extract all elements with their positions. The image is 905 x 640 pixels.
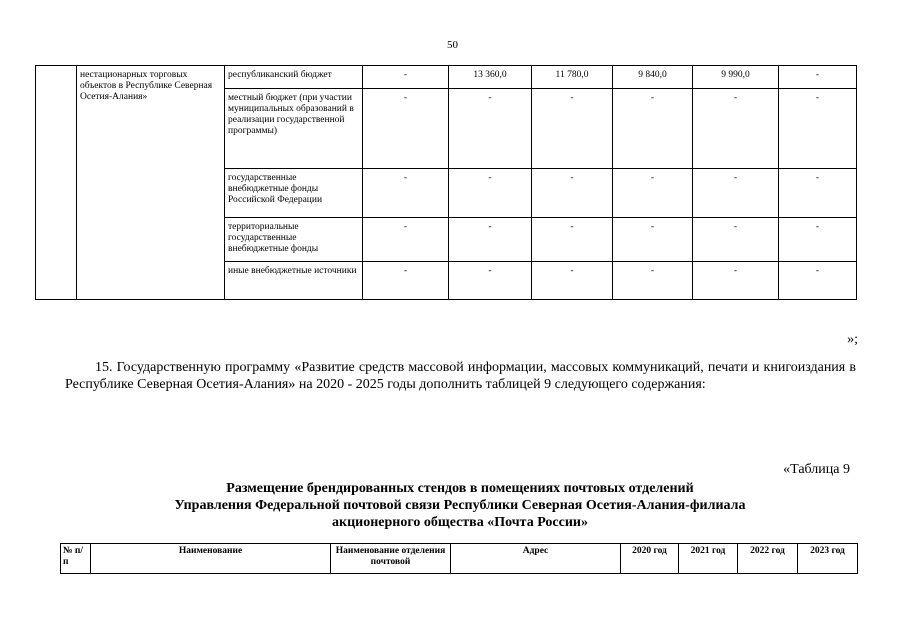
header-cell-number: № п/п xyxy=(61,544,91,574)
value-cell: - xyxy=(449,89,532,169)
table-header-row xyxy=(61,544,858,574)
value-cell: - xyxy=(532,89,613,169)
value-cell: - xyxy=(363,66,449,89)
value-cell: - xyxy=(779,89,857,169)
value-cell: 9 840,0 xyxy=(613,66,693,89)
table-title-line: Управления Федеральной почтовой связи Республики Северная Осетия-Алания-филиала xyxy=(174,498,746,513)
value-cell: - xyxy=(363,218,449,262)
value-cell: - xyxy=(449,218,532,262)
value-cell: - xyxy=(363,262,449,300)
table-row xyxy=(36,66,857,89)
value-cell: - xyxy=(449,262,532,300)
value-cell: 9 990,0 xyxy=(693,66,779,89)
budget-table xyxy=(35,65,857,300)
header-cell-address: Адрес xyxy=(451,544,621,574)
stands-table xyxy=(60,543,858,574)
value-cell: 11 780,0 xyxy=(532,66,613,89)
header-cell-2020: 2020 год xyxy=(621,544,679,574)
header-cell-2021: 2021 год xyxy=(679,544,738,574)
closing-quote-mark: »; xyxy=(847,332,858,347)
table-title-line: акционерного общества «Почта России» xyxy=(332,515,588,530)
value-cell: - xyxy=(693,218,779,262)
value-cell: - xyxy=(779,262,857,300)
value-cell: - xyxy=(613,89,693,169)
value-cell: 13 360,0 xyxy=(449,66,532,89)
value-cell: - xyxy=(779,169,857,218)
funding-source-cell: государственные внебюджетные фонды Российской Федерации xyxy=(225,169,363,218)
header-cell-name: Наименование xyxy=(91,544,331,574)
value-cell: - xyxy=(779,218,857,262)
value-cell: - xyxy=(532,262,613,300)
table-label: «Таблица 9 xyxy=(783,462,850,477)
value-cell: - xyxy=(779,66,857,89)
funding-source-cell: республиканский бюджет xyxy=(225,66,363,89)
value-cell: - xyxy=(613,169,693,218)
value-cell: - xyxy=(613,262,693,300)
value-cell: - xyxy=(363,169,449,218)
value-cell: - xyxy=(613,218,693,262)
empty-number-cell xyxy=(36,66,77,300)
value-cell: - xyxy=(532,218,613,262)
header-cell-post-office: Наименование отделения почтовой xyxy=(331,544,451,574)
table-title-line: Размещение брендированных стендов в помещениях почтовых отделений xyxy=(226,481,694,496)
value-cell: - xyxy=(532,169,613,218)
paragraph-text: 15. Государственную программу «Развитие средств массовой информации, массовых коммуникаций, печати и книгоиздания в Республике Северная Осетия-Алания» на 2020 - 2025 годы дополнить таблицей 9 следующего содержания: xyxy=(65,360,856,392)
funding-source-cell: местный бюджет (при участии муниципальных образований в реализации государственной программы) xyxy=(225,89,363,169)
program-name-cell: нестационарных торговых объектов в Республике Северная Осетия-Алания» xyxy=(77,66,225,300)
header-cell-2023: 2023 год xyxy=(798,544,858,574)
value-cell: - xyxy=(693,89,779,169)
funding-source-cell: иные внебюджетные источники xyxy=(225,262,363,300)
header-cell-2022: 2022 год xyxy=(738,544,798,574)
table-title xyxy=(60,480,860,531)
value-cell: - xyxy=(449,169,532,218)
value-cell: - xyxy=(693,169,779,218)
value-cell: - xyxy=(363,89,449,169)
amendment-paragraph xyxy=(65,359,856,393)
funding-source-cell: территориальные государственные внебюджетные фонды xyxy=(225,218,363,262)
value-cell: - xyxy=(693,262,779,300)
page-number: 50 xyxy=(447,39,458,51)
